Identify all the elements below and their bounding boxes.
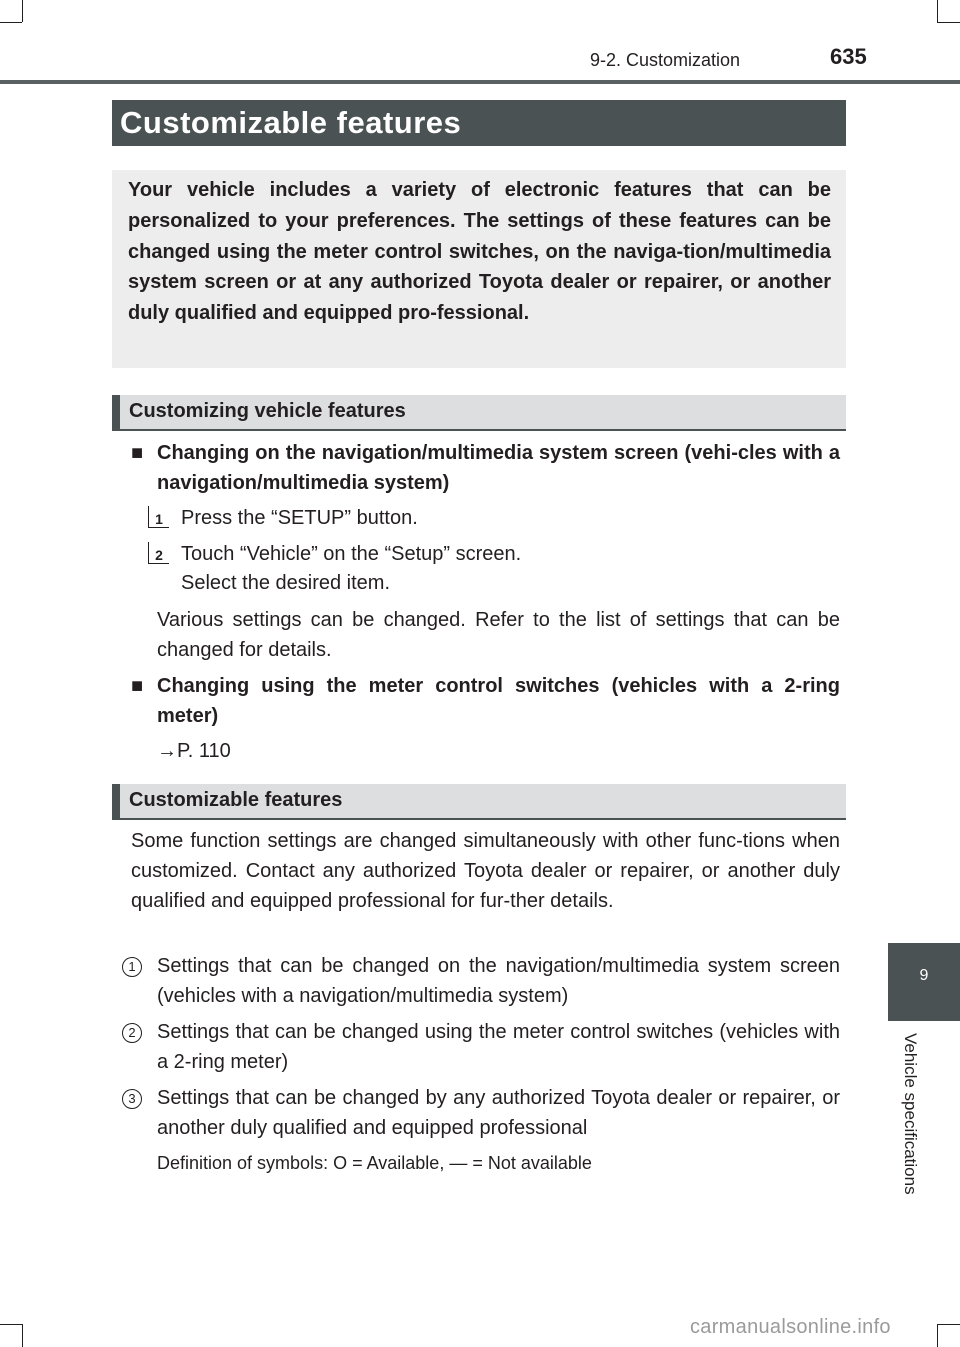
crop-mark bbox=[937, 22, 960, 23]
subheading-meter-switches bbox=[131, 671, 840, 731]
subheading-navigation-text: Changing on the navigation/multimedia system screen (vehi-cles with a navigation/multimedia system) bbox=[157, 442, 840, 494]
chapter-number: 9 bbox=[919, 967, 929, 984]
settings-note: Various settings can be changed. Refer to the list of settings that can be changed for details. bbox=[157, 609, 840, 661]
step-2-text: Touch “Vehicle” on the “Setup” screen. bbox=[181, 543, 522, 565]
page-title-bar bbox=[112, 100, 846, 146]
section-body-text: Some function settings are changed simultaneously with other func-tions when customized. Contact any authorized Toyota dealer or repairer, or another duly qualified and equipped professional for fur-ther details. bbox=[131, 830, 840, 912]
step-1-text: Press the “SETUP” button. bbox=[181, 507, 418, 529]
crop-mark bbox=[937, 1324, 938, 1347]
square-bullet: ■ bbox=[131, 442, 144, 464]
step-number-2: 2 bbox=[148, 542, 169, 564]
page-title: Customizable features bbox=[120, 105, 462, 140]
header-rule bbox=[0, 80, 960, 84]
item-number-3: 3 bbox=[122, 1089, 142, 1109]
step-number-1: 1 bbox=[148, 506, 169, 528]
page-number: 635 bbox=[830, 44, 867, 69]
chapter-tab-label: Vehicle specifications bbox=[901, 1033, 920, 1195]
item-number-2: 2 bbox=[122, 1023, 142, 1043]
step-3-text: Select the desired item. bbox=[181, 572, 390, 594]
intro-box bbox=[112, 170, 846, 368]
crop-mark bbox=[937, 0, 938, 22]
list-item-2: Settings that can be changed using the meter control switches (vehicles with a 2-ring meter) bbox=[157, 1021, 840, 1073]
chapter-tab[interactable] bbox=[888, 943, 960, 1021]
section-heading-underline bbox=[112, 818, 846, 820]
page-reference-link[interactable]: →P. 110 bbox=[157, 740, 231, 762]
symbol-legend: Definition of symbols: O = Available, — = Not available bbox=[157, 1153, 592, 1173]
crop-mark bbox=[0, 1324, 22, 1325]
section-heading-text: Customizing vehicle features bbox=[129, 400, 406, 422]
list-item-3: Settings that can be changed by any authorized Toyota dealer or repairer, or another duly qualified and equipped professional bbox=[157, 1087, 840, 1139]
item-number-1: 1 bbox=[122, 957, 142, 977]
section-heading-customizable bbox=[112, 784, 846, 818]
crop-mark bbox=[937, 1324, 960, 1325]
intro-text: Your vehicle includes a variety of electronic features that can be personalized to your preferences. The settings of these features can be changed using the meter control switches, on the naviga-tion/multimedia system screen or at any authorized Toyota dealer or repairer, or another duly qualified and equipped pro-fessional. bbox=[128, 179, 831, 325]
section-heading-underline bbox=[112, 429, 846, 431]
list-item-1: Settings that can be changed on the navigation/multimedia system screen (vehicles with a navigation/multimedia system) bbox=[157, 955, 840, 1007]
section-heading-text: Customizable features bbox=[129, 789, 343, 811]
section-heading-customizing bbox=[112, 395, 846, 429]
subheading-navigation bbox=[131, 438, 840, 498]
square-bullet: ■ bbox=[131, 675, 144, 697]
crop-mark bbox=[22, 1324, 23, 1347]
watermark: carmanualsonline.info bbox=[690, 1316, 891, 1338]
crop-mark bbox=[0, 22, 22, 23]
crop-mark bbox=[22, 0, 23, 22]
subheading-meter-switches-text: Changing using the meter control switches (vehicles with a 2-ring meter) bbox=[157, 675, 840, 727]
running-header-section: 9-2. Customization bbox=[590, 50, 741, 70]
